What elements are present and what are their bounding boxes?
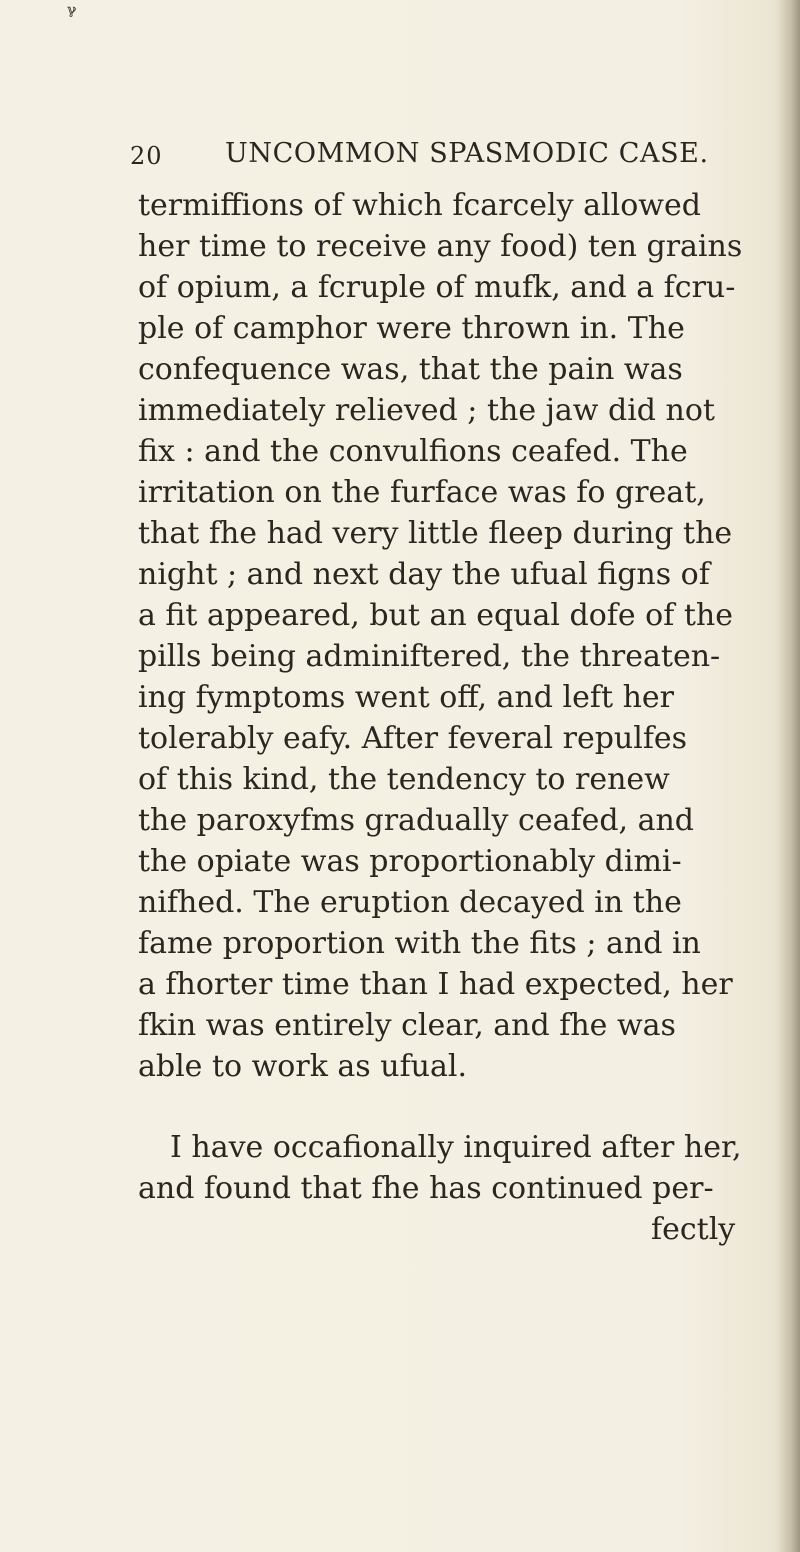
page-header [0,138,800,178]
text-line: and found that fhe has continued per- [138,1171,714,1206]
text-line: ple of camphor were thrown in. The [138,311,685,346]
top-margin-mark: ℽ [67,2,77,18]
page-number: 20 [130,142,163,170]
text-line: immediately relieved ; the jaw did not [138,393,715,428]
text-line: the opiate was proportionably dimi- [138,844,682,879]
text-line: fix : and the convulfions ceafed. The [138,434,688,469]
text-line: tolerably eafy. After feveral repulfes [138,721,688,756]
text-line: of opium, a fcruple of mufk, and a fcru- [138,270,736,305]
text-line: night ; and next day the ufual figns of [138,557,710,592]
text-line: a fhorter time than I had expected, her [138,967,733,1002]
text-line: termiffions of which fcarcely allowed [138,188,701,223]
text-line: confequence was, that the pain was [138,352,683,387]
text-line: the paroxyfms gradually ceafed, and [138,803,695,838]
text-line: I have occafionally inquired after her, [170,1130,742,1165]
running-head: UNCOMMON SPASMODIC CASE. [225,138,709,169]
text-line: nifhed. The eruption decayed in the [138,885,682,920]
text-line: a fit appeared, but an equal dofe of the [138,598,733,633]
text-line: that fhe had very little fleep during the [138,516,733,551]
text-line: fkin was entirely clear, and fhe was [138,1008,676,1043]
text-line: of this kind, the tendency to renew [138,762,670,797]
text-line: irritation on the furface was fo great, [138,475,706,510]
spine-shadow [778,0,800,1552]
catchword: fectly [651,1212,736,1247]
text-line: pills being adminiftered, the threaten- [138,639,721,674]
text-line: able to work as ufual. [138,1049,468,1084]
text-line: her time to receive any food) ten grains [138,229,743,264]
text-line: fame proportion with the fits ; and in [138,926,701,961]
text-line: ing fymptoms went off, and left her [138,680,674,715]
